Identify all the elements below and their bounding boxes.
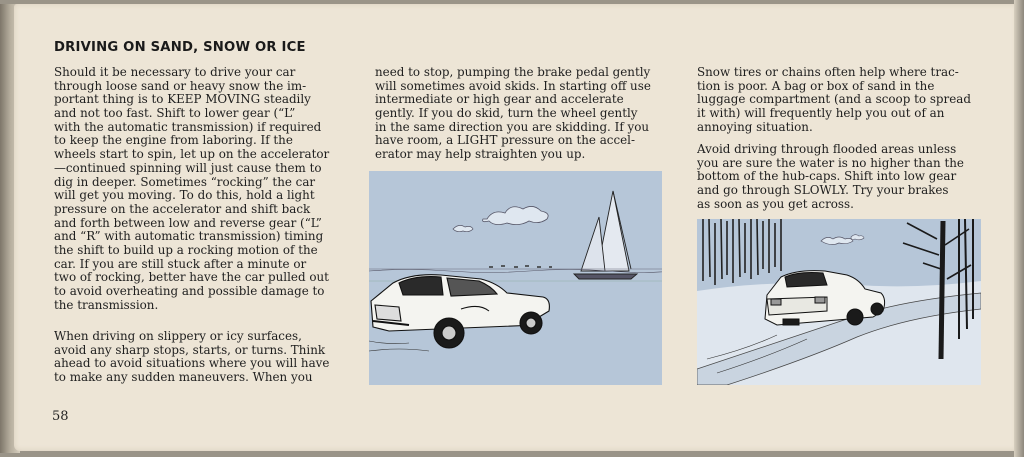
text-line: avoid any sharp stops, starts, or turns. Think (54, 343, 326, 357)
sand-snow-paragraph (54, 66, 340, 312)
text-line: car. If you are still stuck after a minute or (54, 257, 307, 271)
text-line: bottom of the hub-caps. Shift into low gear (697, 170, 957, 184)
sailboat-icon (574, 191, 637, 279)
cloud-icon (851, 235, 864, 240)
illustration-beach-car (369, 171, 662, 385)
cloud-icon (483, 206, 549, 224)
text-line: intermediate or high gear and accelerate (375, 93, 624, 107)
text-line: tion is poor. A bag or box of sand in the (697, 79, 935, 93)
skid-paragraph (375, 66, 661, 162)
text-line: with the automatic transmission) if required (54, 120, 322, 134)
flooded-areas-paragraph (697, 143, 983, 211)
distant-shoreline (489, 266, 552, 267)
section-heading: DRIVING ON SAND, SNOW OR ICE (54, 40, 306, 55)
text-line: luggage compartment (and a scoop to spread (697, 93, 971, 107)
text-line: and not too fast. Shift to lower gear (“L” (54, 107, 296, 121)
text-line: two of rocking, better have the car pulled out (54, 271, 329, 285)
text-line: will sometimes avoid skids. In starting off use (375, 79, 651, 93)
page-number: 58 (52, 409, 69, 424)
text-line: dig in deeper. Sometimes “rocking” the car (54, 175, 316, 189)
text-line: and forth between low and reverse gear (“L” (54, 216, 322, 230)
text-line: ahead to avoid situations where you will have (54, 357, 330, 371)
cloud-icon (453, 225, 473, 231)
text-line: portant thing is to KEEP MOVING steadily (54, 93, 311, 107)
text-line: will get you moving. To do this, hold a light (54, 189, 315, 203)
car-icon (371, 275, 549, 348)
text-line: to keep the engine from laboring. If the (54, 134, 293, 148)
illustration-snow-car (697, 219, 981, 385)
text-line: erator may help straighten you up. (375, 148, 586, 162)
text-line: in the same direction you are skidding. If you (375, 120, 650, 134)
text-line: the shift to build up a rocking motion of the (54, 243, 318, 257)
text-line: Snow tires or chains often help where trac- (697, 66, 959, 79)
snow-tires-paragraph (697, 66, 983, 134)
text-line: as soon as you get across. (697, 197, 854, 211)
text-line: Should it be necessary to drive your car (54, 66, 296, 79)
text-line: gently. If you do skid, turn the wheel gently (375, 107, 638, 121)
text-line: —continued spinning will just cause them to (54, 161, 322, 175)
text-line: Avoid driving through flooded areas unless (697, 143, 957, 156)
text-line: need to stop, pumping the brake pedal gently (375, 66, 651, 79)
icy-surfaces-paragraph (54, 330, 340, 385)
text-line: wheels start to spin, let up on the accelerator (54, 148, 330, 162)
tree-icon (703, 219, 781, 285)
text-line: and go through SLOWLY. Try your brakes (697, 184, 949, 198)
car-icon (765, 271, 885, 325)
text-line: you are sure the water is no higher than the (697, 156, 964, 170)
text-line: through loose sand or heavy snow the im- (54, 79, 307, 93)
page-edge (1014, 0, 1024, 457)
text-line: it with) will frequently help you out of an (697, 107, 945, 121)
text-line: and “R” with automatic transmission) timing (54, 230, 324, 244)
text-line: the transmission. (54, 298, 159, 312)
text-line: have room, a LIGHT pressure on the accel- (375, 134, 635, 148)
text-line: to avoid overheating and possible damage to (54, 285, 325, 298)
cloud-icon (821, 237, 853, 245)
text-line: annoying situation. (697, 120, 813, 134)
text-line: When driving on slippery or icy surfaces, (54, 330, 302, 343)
text-line: to make any sudden maneuvers. When you (54, 371, 313, 385)
text-line: pressure on the accelerator and shift back (54, 202, 311, 216)
